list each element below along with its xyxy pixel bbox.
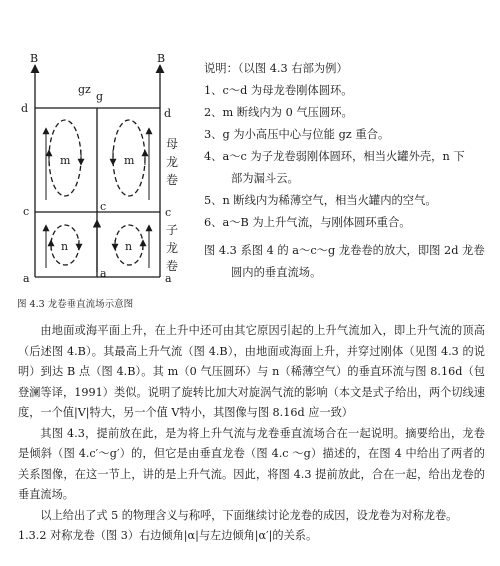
- label-d-left: d: [21, 102, 29, 115]
- label-a-left: a: [23, 272, 30, 285]
- mother-vortex-char-1: 母: [166, 137, 179, 151]
- figure-notes: [204, 58, 496, 284]
- notes-item-5: 5、n 断线内为稀薄空气，相当火罐内的空气。: [204, 194, 437, 207]
- label-a-center: a: [100, 267, 107, 280]
- label-c-right: c: [165, 206, 172, 219]
- label-m-left: m: [60, 154, 71, 167]
- tornado-flow-diagram: [0, 0, 200, 310]
- label-a-right: a: [165, 272, 172, 285]
- notes-heading: 说明：（以图 4.3 右部为例）: [204, 62, 348, 75]
- child-vortex-char-2: 龙: [166, 241, 179, 255]
- label-B-left: B: [30, 52, 39, 65]
- notes-figure-remark-cont: 圆内的垂直流场。: [231, 266, 322, 279]
- label-n-right: n: [125, 240, 133, 253]
- notes-item-3: 3、g 为小高压中心与位能 gz 重合。: [204, 128, 390, 141]
- label-B-right: B: [157, 52, 166, 65]
- child-vortex-char-1: 子: [166, 223, 179, 237]
- label-d-right: d: [164, 107, 172, 120]
- body-paragraph-2: 其图 4.3，提前放在此，是为将上升气流与龙卷垂直流场合在一起说明。摘要给出，龙卷是倾斜（图 4.c′～g′）的，但它是由垂直龙卷（图 4.c ～g）描述的，在图 4 中给出了两者的关系图像，在这一节上，讲的是上升气流。因此，将图 4.3 提前放此，合在一起，给出龙卷的垂直流场。: [18, 426, 485, 501]
- mother-vortex-char-3: 卷: [166, 173, 179, 187]
- body-paragraph-3: 以上给出了式 5 的物理含义与称呼，下面继续讨论龙卷的成因，设龙卷为对称龙卷。: [40, 508, 458, 522]
- notes-item-6: 6、a～B 为上升气流，与刚体圆环重合。: [204, 216, 411, 229]
- section-heading: 1.3.2 对称龙卷（图 3）右边倾角|α|与左边倾角|α′|的关系。: [18, 529, 318, 542]
- notes-item-4-cont: 部为漏斗云。: [231, 172, 299, 185]
- body-text: [18, 321, 485, 547]
- child-vortex-char-3: 卷: [166, 259, 179, 273]
- label-n-left: n: [61, 240, 69, 253]
- label-c-left: c: [23, 205, 30, 218]
- figure-caption: 图 4.3 龙卷垂直流场示意图: [17, 299, 134, 310]
- mother-vortex-char-2: 龙: [166, 155, 179, 169]
- notes-item-4: 4、a～c 为子龙卷弱刚体圆环，相当火罐外壳，n 下: [204, 150, 465, 163]
- label-c-center: c: [100, 200, 107, 213]
- notes-item-1: 1、c～d 为母龙卷刚体圆环。: [204, 84, 353, 97]
- body-paragraph-1: 由地面或海平面上升，在上升中还可由其它原因引起的上升气流加入，即上升气流的顶高（后述图 4.B）。其最高上升气流（图 4.B），由地面或海面上升，并穿过刚体（见图 4.3 的说明）到达 B 点（图 4.B）。其 m（0 气压圆环）与 n（稀薄空气）的垂直环流与图 8.16d（包登澜等译，1991）类似。说明了旋转比加大对旋涡气流的影响（本文是式子给出，两个切线速度，一个值|V|特大，另一个值 V特小，其图像与图 8.16d 应一致）: [18, 324, 485, 419]
- label-gz: gz: [78, 83, 91, 96]
- notes-item-2: 2、m 断线内为 0 气压圆环。: [204, 106, 353, 119]
- label-m-right: m: [124, 154, 135, 167]
- label-g: g: [96, 90, 104, 103]
- notes-figure-remark: 图 4.3 系图 4 的 a～c～g 龙卷卷的放大，即图 2d 龙卷: [204, 244, 485, 257]
